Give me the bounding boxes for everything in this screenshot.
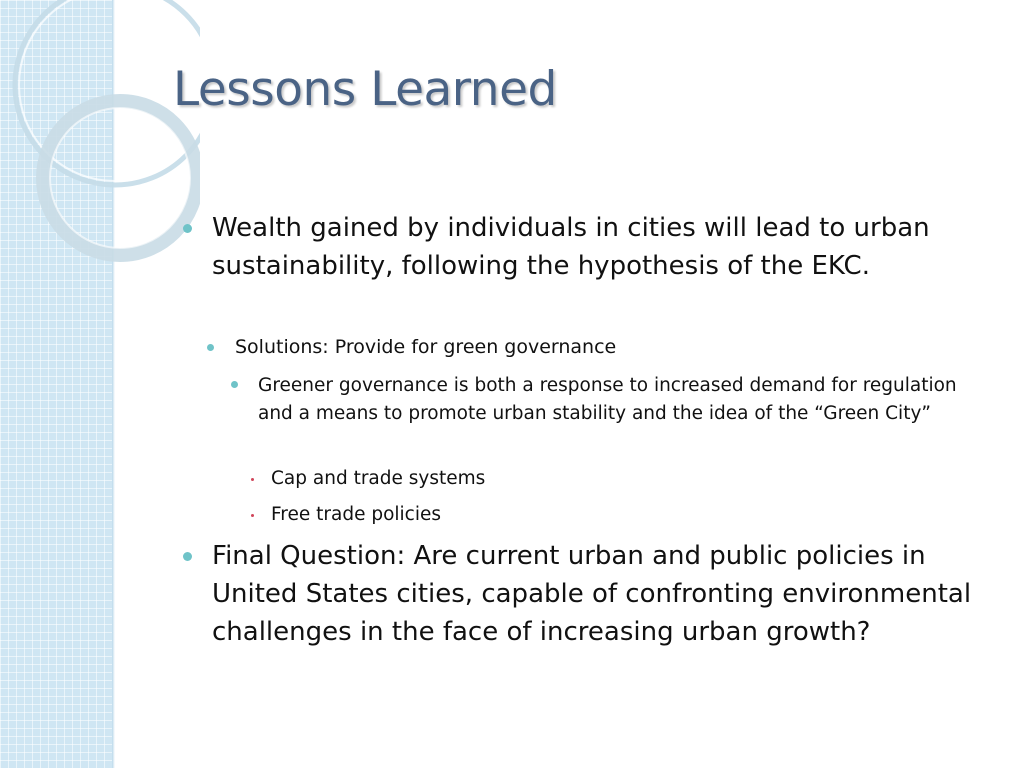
list-item-level4: Free trade policies <box>271 504 442 525</box>
list-item-level1: Final Question: Are current urban and public policies in United States cities, capable of confronting environmental challenges in the face of increasing urban growth? <box>212 541 972 647</box>
decorative-circles-icon <box>0 0 200 300</box>
bullet-icon <box>207 344 214 351</box>
slide-title: Lessons Learned <box>173 62 557 117</box>
list-item-level4: Cap and trade systems <box>271 468 486 489</box>
bullet-icon <box>251 478 254 481</box>
bullet-icon <box>251 514 254 517</box>
bullet-icon <box>183 552 192 561</box>
list-item-level3: Greener governance is both a response to increased demand for regulation and a means to promote urban stability and the idea of the “Green City” <box>258 375 957 424</box>
list-item-level2: Solutions: Provide for green governance <box>235 336 617 358</box>
list-item-level1: Wealth gained by individuals in cities will lead to urban sustainability, following the hypothesis of the EKC. <box>212 213 930 281</box>
bullet-icon <box>183 224 192 233</box>
bullet-icon <box>231 381 238 388</box>
